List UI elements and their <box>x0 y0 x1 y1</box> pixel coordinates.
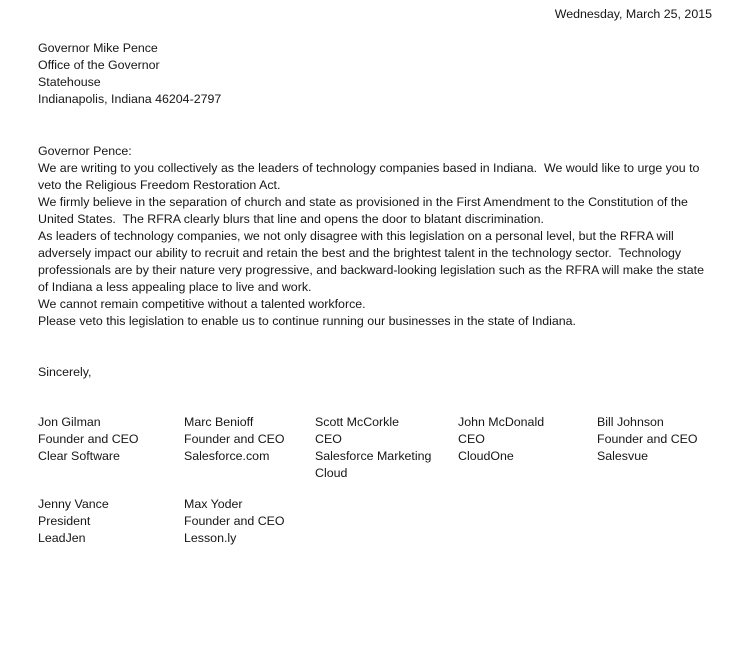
signature-block <box>38 496 184 547</box>
signatory-name: Jon Gilman <box>38 415 101 429</box>
signatory-company: Salesvue <box>597 449 648 463</box>
body-paragraph-2: We firmly believe in the separation of church and state as provisioned in the First Amendment to the Constitution of the United States. The RFRA clearly blurs that line and opens the door to blatant discrimination. <box>38 195 692 226</box>
signatory-title: Founder and CEO <box>38 432 139 446</box>
signatory-title: President <box>38 514 91 528</box>
recipient-name: Governor Mike Pence <box>38 41 158 55</box>
closing: Sincerely, <box>38 365 92 379</box>
signature-block <box>184 496 315 547</box>
signatory-company: Clear Software <box>38 449 120 463</box>
signatory-company: LeadJen <box>38 531 86 545</box>
signatory-name: Jenny Vance <box>38 497 109 511</box>
signatory-company: Lesson.ly <box>184 531 237 545</box>
recipient-address <box>38 40 712 108</box>
signatory-name: Bill Johnson <box>597 415 664 429</box>
signatory-name: Scott McCorkle <box>315 415 399 429</box>
signatory-company: Salesforce Marketing Cloud <box>315 449 432 480</box>
signatory-name: Marc Benioff <box>184 415 254 429</box>
recipient-building: Statehouse <box>38 75 101 89</box>
salutation: Governor Pence: <box>38 144 132 158</box>
signatory-title: Founder and CEO <box>597 432 698 446</box>
signature-row-1 <box>38 414 712 482</box>
signatory-company: Salesforce.com <box>184 449 270 463</box>
signatory-title: CEO <box>458 432 485 446</box>
date-line: Wednesday, March 25, 2015 <box>554 7 712 21</box>
body-paragraph-3: As leaders of technology companies, we not only disagree with this legislation on a personal level, but the RFRA will adversely impact our ability to recruit and retain the best and the brightest talent in the technology sector. Technology professionals are by their nature very progressive, and backward-looking legislation such as the RFRA will make the state of Indiana a less appealing place to live and work. <box>38 229 708 294</box>
signatory-name: John McDonald <box>458 415 545 429</box>
signature-block <box>458 414 597 482</box>
signatory-company: CloudOne <box>458 449 514 463</box>
recipient-city-zip: Indianapolis, Indiana 46204-2797 <box>38 92 222 106</box>
signatory-title: Founder and CEO <box>184 514 285 528</box>
signatory-name: Max Yoder <box>184 497 243 511</box>
signatory-title: CEO <box>315 432 342 446</box>
signature-block <box>38 414 184 482</box>
signature-block <box>315 414 458 482</box>
body-paragraph-4: We cannot remain competitive without a talented workforce. <box>38 297 366 311</box>
signatory-title: Founder and CEO <box>184 432 285 446</box>
signature-block <box>597 414 712 482</box>
body-paragraph-5: Please veto this legislation to enable us to continue running our businesses in the state of Indiana. <box>38 314 576 328</box>
body-paragraph-1: We are writing to you collectively as the leaders of technology companies based in Indiana. We would like to urge you to veto the Religious Freedom Restoration Act. <box>38 161 703 192</box>
signature-block <box>184 414 315 482</box>
recipient-office: Office of the Governor <box>38 58 160 72</box>
signature-row-2 <box>38 496 712 547</box>
